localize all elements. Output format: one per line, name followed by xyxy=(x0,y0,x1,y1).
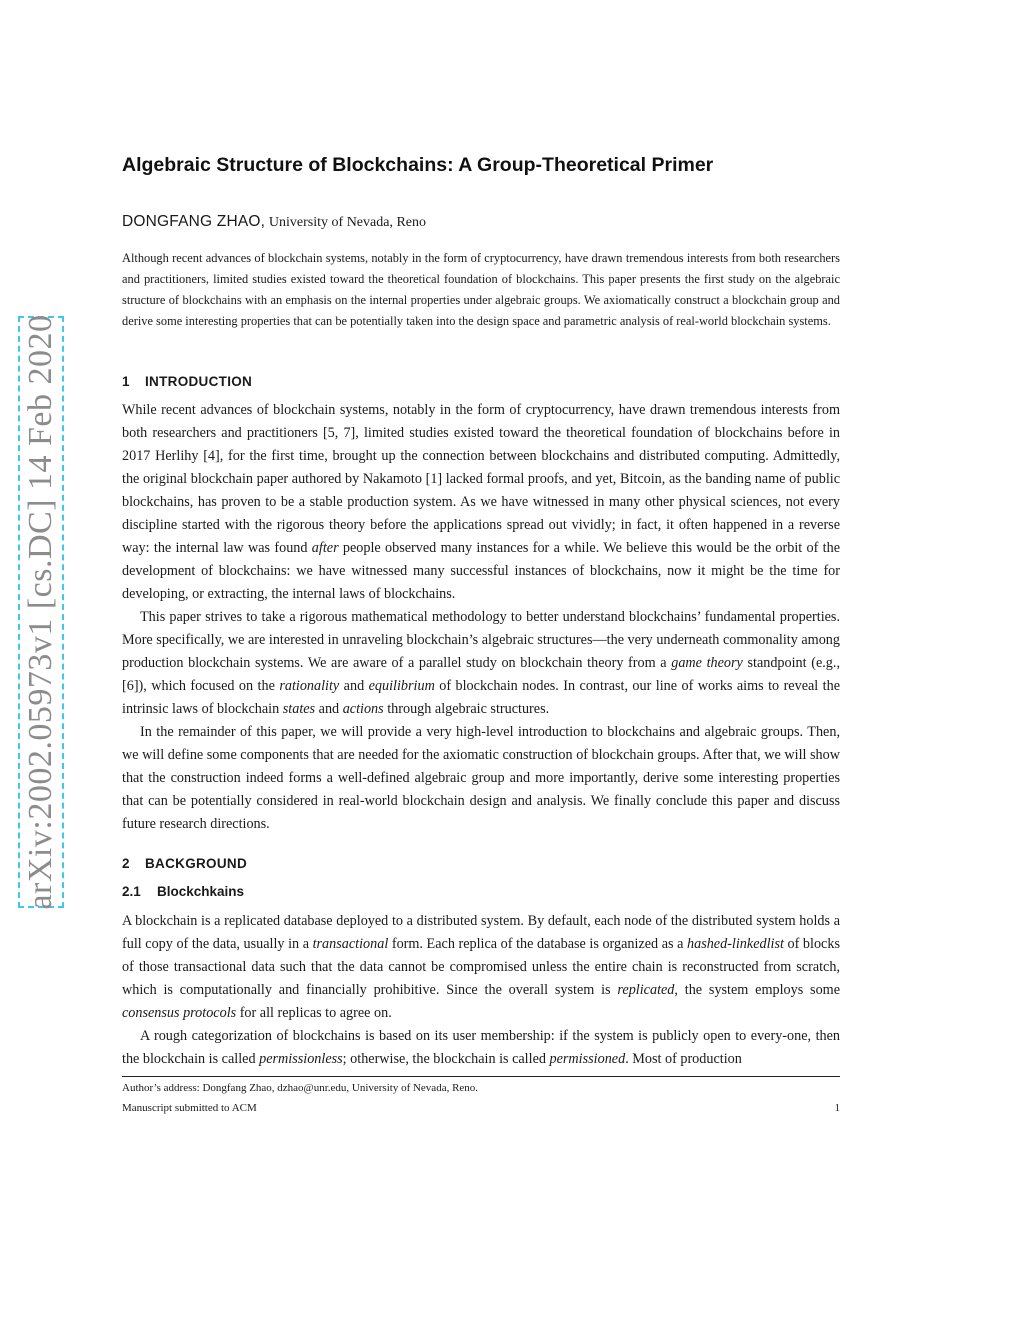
emphasis: rationality xyxy=(279,678,340,694)
subsection-number: 2.1 xyxy=(122,884,141,899)
emphasis: replicated xyxy=(617,982,675,998)
paper-title: Algebraic Structure of Blockchains: A Group-Theoretical Primer xyxy=(122,154,714,176)
section-heading-introduction xyxy=(122,374,252,389)
emphasis: consensus protocols xyxy=(122,1005,237,1021)
footnote-divider xyxy=(122,1076,840,1077)
subsection-heading-blockchains xyxy=(122,884,244,899)
emphasis: states xyxy=(282,701,316,717)
arxiv-stamp xyxy=(18,316,64,908)
author-name: DONGFANG ZHAO, xyxy=(122,213,266,230)
emphasis: hashed-linkedlist xyxy=(687,936,784,952)
subsection-title: Blockchkains xyxy=(157,884,245,899)
paragraph: This paper strives to take a rigorous mathematical methodology to better understand blockchains’ fundamental properties. More specifically, we are interested in unraveling blockchain’s algebraic structures—the very underneath commonality among production blockchain systems. We are aware of a parallel study on blockchain theory from a game theory standpoint (e.g., [6]), which focused on the rationality and equilibrium of blockchain nodes. In contrast, our line of works aims to reveal the intrinsic laws of blockchain states and actions through algebraic structures. xyxy=(122,609,840,717)
section-number: 2 xyxy=(122,856,130,871)
section-title: BACKGROUND xyxy=(145,856,247,871)
emphasis: after xyxy=(311,540,339,556)
emphasis: permissionless xyxy=(259,1051,343,1067)
author-address-footnote: Author’s address: Dongfang Zhao, dzhao@unr.edu, University of Nevada, Reno. xyxy=(122,1082,479,1094)
abstract: Although recent advances of blockchain systems, notably in the form of cryptocurrency, have drawn tremendous interests from both researchers and practitioners, limited studies existed toward the theoretical foundation of blockchains. This paper presents the first study on the algebraic structure of blockchains with an emphasis on the internal properties under algebraic groups. We axiomatically construct a blockchain group and derive some interesting properties that can be potentially taken into the design space and parametric analysis of real-world blockchain systems. xyxy=(122,251,840,328)
background-body xyxy=(122,910,840,1071)
paragraph: While recent advances of blockchain systems, notably in the form of cryptocurrency, have drawn tremendous interests from both researchers and practitioners [5, 7], limited studies existed toward the theoretical foundation of blockchains before in 2017 Herlihy [4], for the first time, brought up the connection between blockchains and distributed computing. Admittedly, the original blockchain paper authored by Nakamoto [1] lacked formal proofs, and yet, Bitcoin, as the banding name of public blockchains, has proven to be a stable production system. As we have witnessed in many other physical sciences, not every discipline started with the rigorous theory before the applications spread out vividly; in fact, it often happened in a reverse way: the internal law was found after people observed many instances for a while. We believe this would be the orbit of the development of blockchains: we have witnessed many successful instances of blockchains, now it might be the time for developing, or extracting, the internal laws of blockchains. xyxy=(122,402,841,602)
emphasis: equilibrium xyxy=(368,678,435,694)
author-affiliation: University of Nevada, Reno xyxy=(268,215,426,230)
emphasis: actions xyxy=(342,701,384,717)
section-number: 1 xyxy=(122,374,130,389)
page-number: 1 xyxy=(834,1102,840,1114)
emphasis: game theory xyxy=(671,655,743,671)
introduction-body xyxy=(122,399,840,836)
paragraph: In the remainder of this paper, we will provide a very high-level introduction to blockchains and algebraic groups. Then, we will define some components that are needed for the axiomatic construction of blockchain groups. After that, we will show that the construction indeed forms a well-defined algebraic group and more importantly, derive some interesting properties that can be potentially considered in real-world blockchain design and analysis. We finally conclude this paper and discuss future research directions. xyxy=(122,724,840,832)
running-footer: Manuscript submitted to ACM xyxy=(122,1102,257,1114)
paragraph: A rough categorization of blockchains is based on its user membership: if the system is publicly open to every-one, then the blockchain is called permissionless; otherwise, the blockchain is called permissioned. Most of production xyxy=(122,1028,840,1067)
emphasis: transactional xyxy=(312,936,389,952)
section-title: INTRODUCTION xyxy=(145,374,253,389)
arxiv-stamp-text: arXiv:2002.05973v1 [cs.DC] 14 Feb 2020 xyxy=(22,314,59,910)
paragraph: A blockchain is a replicated database deployed to a distributed system. By default, each node of the distributed system holds a full copy of the data, usually in a transactional form. Each replica of the database is organized as a hashed-linkedlist of blocks of those transactional data such that the data cannot be compromised unless the entire chain is reconstructed from scratch, which is computationally and financially prohibitive. Since the overall system is replicated, the system employs some consensus protocols for all replicas to agree on. xyxy=(122,913,840,1021)
emphasis: permissioned xyxy=(549,1051,626,1067)
author-line xyxy=(122,213,426,231)
section-heading-background xyxy=(122,856,247,871)
